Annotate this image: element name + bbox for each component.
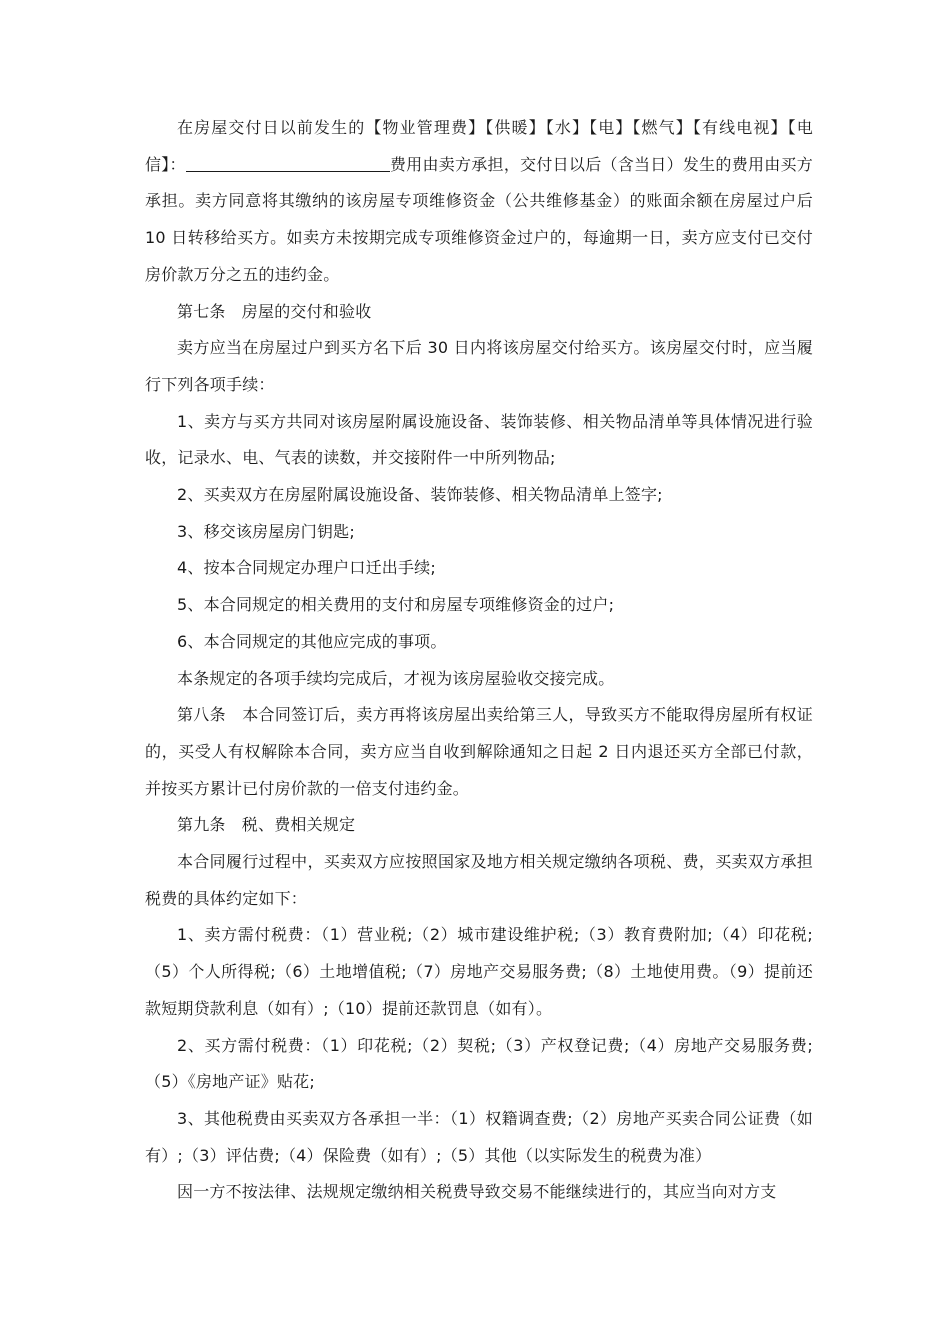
article-9-intro: 本合同履行过程中，买卖双方应按照国家及地方相关规定缴纳各项税、费，买卖双方承担税费的具体约定如下： [145,852,813,908]
document-page [145,110,813,1211]
paragraph-fees [145,110,813,294]
article-9-item-2: 2、买方需付税费：（1）印花税;（2）契税;（3）产权登记费;（4）房地产交易服务费;（5）《房地产证》贴花; [145,1035,813,1092]
article-7-item-2: 2、买卖双方在房屋附属设施设备、装饰装修、相关物品清单上签字; [177,485,663,505]
article-9-title: 第九条 税、费相关规定 [177,815,356,835]
article-7-item-4: 4、按本合同规定办理户口迁出手续; [177,558,436,578]
article-7-item-3: 3、移交该房屋房门钥匙; [177,521,355,541]
article-9-item-3: 3、其他税费由买卖双方各承担一半：（1）权籍调查费;（2）房地产买卖合同公证费（如有）;（3）评估费;（4）保险费（如有）;（5）其他（以实际发生的税费为准） [145,1108,813,1165]
article-8: 第八条 本合同签订后，卖方再将该房屋出卖给第三人，导致买方不能取得房屋所有权证的，买受人有权解除本合同，卖方应当自收到解除通知之日起 2 日内退还买方全部已付款，并按买方累计已付房价款的一倍支付违约金。 [145,705,813,798]
paragraph-fees-part2: 费用由卖方承担，交付日以后（含当日）发生的费用由买方承担。卖方同意将其缴纳的该房屋专项维修资金（公共维修基金）的账面余额在房屋过户后 10 日转移给买方。如卖方未按期完成专项维修资金过户的，每逾期一日，卖方应支付已交付房价款万分之五的违约金。 [145,154,813,284]
article-7-item-6: 6、本合同规定的其他应完成的事项。 [177,631,447,651]
article-7-closing: 本条规定的各项手续均完成后，才视为该房屋验收交接完成。 [177,668,615,688]
article-7-intro: 卖方应当在房屋过户到买方名下后 30 日内将该房屋交付给买方。该房屋交付时，应当履行下列各项手续： [145,338,813,394]
article-7-item-1: 1、卖方与买方共同对该房屋附属设施设备、装饰装修、相关物品清单等具体情况进行验收，记录水、电、气表的读数，并交接附件一中所列物品; [145,411,813,468]
paragraph-fees-part1: 在房屋交付日以前发生的【物业管理费】【供暖】【水】【电】【燃气】【有线电视】【电信】： [145,118,813,174]
fill-in-blank [186,153,390,172]
article-9-item-1: 1、卖方需付税费：（1）营业税;（2）城市建设维护税;（3）教育费附加;（4）印花税;（5）个人所得税;（6）土地增值税;（7）房地产交易服务费;（8）土地使用费。（9）提前还款短期贷款利息（如有）;（10）提前还款罚息（如有）。 [145,925,813,1018]
article-9-closing: 因一方不按法律、法规规定缴纳相关税费导致交易不能继续进行的，其应当向对方支 [177,1182,777,1202]
article-7-item-5: 5、本合同规定的相关费用的支付和房屋专项维修资金的过户; [177,595,615,615]
article-7-title: 第七条 房屋的交付和验收 [177,301,372,321]
